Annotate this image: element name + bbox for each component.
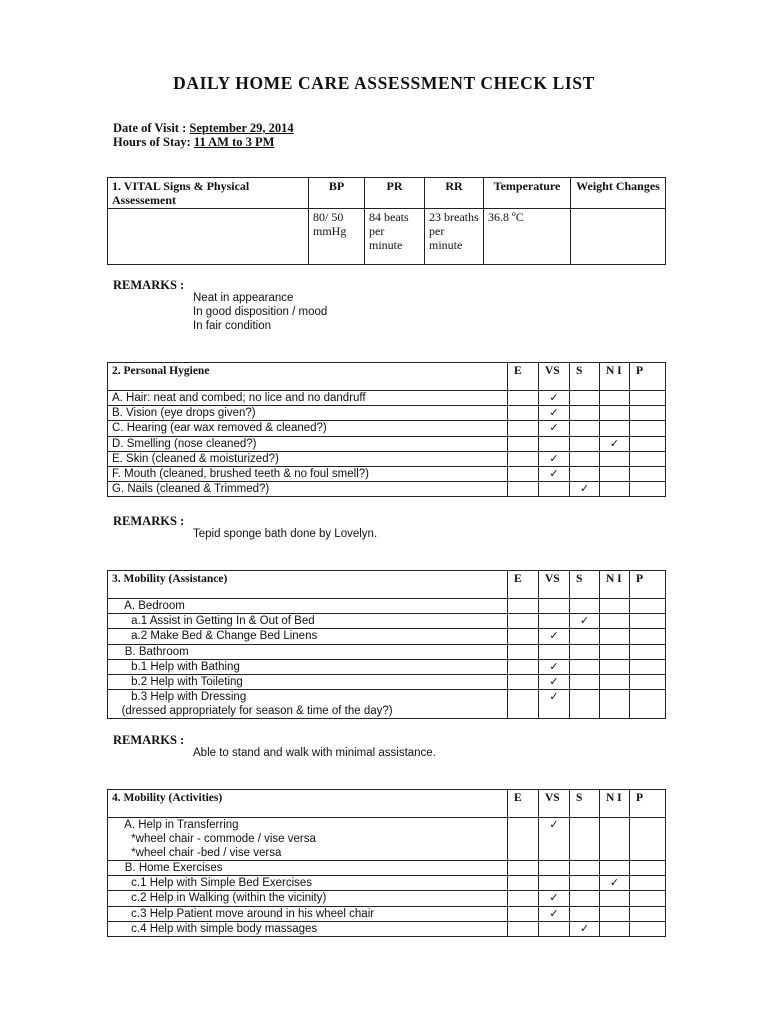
hygiene-header-row <box>108 363 666 391</box>
checklist-row <box>108 644 666 659</box>
personal-hygiene-table <box>107 362 666 497</box>
rating-cell-e <box>508 644 539 659</box>
vital-signs-value-row <box>108 209 666 265</box>
vitals-header-bp: BP <box>309 178 365 209</box>
vital-signs-table <box>107 177 666 265</box>
hours-label: Hours of Stay: <box>113 135 191 149</box>
rating-cell-p <box>630 614 666 629</box>
rating-cell-vs <box>539 406 570 421</box>
checklist-item-label: D. Smelling (nose cleaned?) <box>108 436 508 451</box>
date-value: September 29, 2014 <box>189 121 294 135</box>
rating-cell-p <box>630 861 666 876</box>
rating-cell-ni <box>600 406 630 421</box>
checklist-item-label: E. Skin (cleaned & moisturized?) <box>108 451 508 466</box>
checklist-row <box>108 451 666 466</box>
rating-cell-ni <box>600 391 630 406</box>
rating-header-vs: VS <box>539 363 570 391</box>
rating-cell-ni <box>600 599 630 614</box>
vitals-value-temperature: 36.8 ºC <box>484 209 571 265</box>
remarks-label-2: REMARKS : <box>113 514 185 528</box>
rating-cell-vs <box>539 690 570 719</box>
check-mark-icon: ✓ <box>549 674 559 688</box>
vitals-value-pr: 84 beats per minute <box>365 209 425 265</box>
vitals-header-rr: RR <box>425 178 484 209</box>
rating-cell-e <box>508 921 539 936</box>
checklist-item-label: a.1 Assist in Getting In & Out of Bed <box>108 614 508 629</box>
checklist-row <box>108 466 666 481</box>
rating-header-s: S <box>570 363 600 391</box>
mobility-assistance-table <box>107 570 666 719</box>
hours-of-stay <box>113 135 274 150</box>
rating-cell-p <box>630 659 666 674</box>
checklist-item-label: B. Vision (eye drops given?) <box>108 406 508 421</box>
assistance-header-row <box>108 571 666 599</box>
rating-header-p: P <box>630 571 666 599</box>
rating-cell-s <box>570 614 600 629</box>
vitals-header-assessment: 1. VITAL Signs & Physical Assessement <box>108 178 309 209</box>
rating-cell-p <box>630 466 666 481</box>
checklist-row <box>108 614 666 629</box>
remarks-1-line: In good disposition / mood <box>193 306 328 318</box>
rating-cell-p <box>630 406 666 421</box>
rating-cell-ni <box>600 614 630 629</box>
rating-cell-vs <box>539 644 570 659</box>
rating-cell-ni <box>600 818 630 861</box>
rating-cell-s <box>570 421 600 436</box>
rating-cell-p <box>630 391 666 406</box>
remarks-label-1: REMARKS : <box>113 278 185 292</box>
rating-header-ni: N I <box>600 571 630 599</box>
rating-cell-vs <box>539 421 570 436</box>
vital-signs-header-row <box>108 178 666 209</box>
rating-cell-p <box>630 818 666 861</box>
rating-cell-vs <box>539 599 570 614</box>
rating-cell-p <box>630 421 666 436</box>
check-mark-icon: ✓ <box>549 906 559 920</box>
checklist-row <box>108 674 666 689</box>
check-mark-icon: ✓ <box>549 659 559 673</box>
rating-cell-s <box>570 906 600 921</box>
rating-cell-ni <box>600 659 630 674</box>
checklist-row <box>108 406 666 421</box>
rating-cell-p <box>630 690 666 719</box>
rating-cell-e <box>508 466 539 481</box>
check-mark-icon: ✓ <box>609 876 620 890</box>
rating-cell-s <box>570 599 600 614</box>
checklist-row <box>108 891 666 906</box>
rating-cell-e <box>508 818 539 861</box>
rating-cell-ni <box>600 891 630 906</box>
rating-cell-vs <box>539 906 570 921</box>
rating-cell-ni <box>600 921 630 936</box>
check-mark-icon: ✓ <box>549 451 559 465</box>
rating-cell-e <box>508 436 539 451</box>
rating-header-p: P <box>630 363 666 391</box>
check-mark-icon: ✓ <box>549 690 559 704</box>
rating-cell-e <box>508 659 539 674</box>
rating-cell-ni <box>600 690 630 719</box>
rating-header-p: P <box>630 790 666 818</box>
check-mark-icon: ✓ <box>579 482 590 496</box>
rating-cell-ni <box>600 451 630 466</box>
rating-header-e: E <box>508 363 539 391</box>
rating-cell-vs <box>539 891 570 906</box>
rating-cell-vs <box>539 659 570 674</box>
checklist-item-label: A. Help in Transferring *wheel chair - commode / vise versa *wheel chair -bed / vise versa <box>108 818 508 861</box>
checklist-item-label: c.1 Help with Simple Bed Exercises <box>108 876 508 891</box>
rating-cell-vs <box>539 391 570 406</box>
vitals-value-bp: 80/ 50 mmHg <box>309 209 365 265</box>
rating-header-ni: N I <box>600 790 630 818</box>
rating-cell-ni <box>600 644 630 659</box>
rating-cell-e <box>508 861 539 876</box>
rating-header-ni: N I <box>600 363 630 391</box>
rating-header-e: E <box>508 790 539 818</box>
rating-header-e: E <box>508 571 539 599</box>
rating-header-s: S <box>570 571 600 599</box>
check-mark-icon: ✓ <box>549 818 559 831</box>
rating-cell-ni <box>600 674 630 689</box>
check-mark-icon: ✓ <box>579 921 590 935</box>
rating-cell-s <box>570 406 600 421</box>
rating-cell-e <box>508 690 539 719</box>
rating-cell-ni <box>600 629 630 644</box>
vitals-value-assessment <box>108 209 309 265</box>
checklist-row <box>108 921 666 936</box>
rating-cell-vs <box>539 614 570 629</box>
hours-value: 11 AM to 3 PM <box>193 135 275 149</box>
rating-cell-e <box>508 674 539 689</box>
checklist-row <box>108 659 666 674</box>
rating-cell-s <box>570 644 600 659</box>
rating-cell-ni <box>600 436 630 451</box>
rating-cell-e <box>508 421 539 436</box>
date-of-visit <box>113 121 294 136</box>
rating-cell-p <box>630 876 666 891</box>
rating-cell-e <box>508 629 539 644</box>
check-mark-icon: ✓ <box>609 436 620 450</box>
rating-cell-vs <box>539 921 570 936</box>
rating-cell-s <box>570 891 600 906</box>
rating-cell-e <box>508 482 539 497</box>
rating-cell-s <box>570 451 600 466</box>
rating-cell-e <box>508 876 539 891</box>
checklist-item-label: B. Bathroom <box>108 644 508 659</box>
rating-cell-s <box>570 921 600 936</box>
remarks-3-line: Able to stand and walk with minimal assistance. <box>193 747 436 759</box>
checklist-item-label: A. Bedroom <box>108 599 508 614</box>
checklist-row <box>108 861 666 876</box>
rating-cell-vs <box>539 876 570 891</box>
rating-cell-vs <box>539 861 570 876</box>
rating-cell-p <box>630 599 666 614</box>
rating-cell-vs <box>539 466 570 481</box>
rating-cell-vs <box>539 629 570 644</box>
rating-header-vs: VS <box>539 790 570 818</box>
checklist-row <box>108 906 666 921</box>
checklist-row <box>108 421 666 436</box>
date-label: Date of Visit : <box>113 121 187 135</box>
checklist-item-label: b.3 Help with Dressing (dressed appropriately for season & time of the day?) <box>108 690 508 719</box>
rating-cell-s <box>570 466 600 481</box>
hygiene-title: 2. Personal Hygiene <box>108 363 508 391</box>
rating-cell-s <box>570 391 600 406</box>
vitals-header-temperature: Temperature <box>484 178 571 209</box>
checklist-row <box>108 629 666 644</box>
vitals-header-pr: PR <box>365 178 425 209</box>
rating-cell-e <box>508 906 539 921</box>
rating-cell-s <box>570 436 600 451</box>
rating-cell-vs <box>539 818 570 861</box>
checklist-item-label: a.2 Make Bed & Change Bed Linens <box>108 629 508 644</box>
checklist-row <box>108 391 666 406</box>
rating-cell-ni <box>600 421 630 436</box>
rating-cell-s <box>570 861 600 876</box>
rating-cell-p <box>630 451 666 466</box>
checklist-row <box>108 876 666 891</box>
check-mark-icon: ✓ <box>549 406 559 420</box>
check-mark-icon: ✓ <box>549 421 559 435</box>
checklist-item-label: C. Hearing (ear wax removed & cleaned?) <box>108 421 508 436</box>
checklist-row <box>108 818 666 861</box>
check-mark-icon: ✓ <box>549 391 559 404</box>
rating-cell-e <box>508 451 539 466</box>
checklist-row <box>108 690 666 719</box>
vitals-value-rr: 23 breaths per minute <box>425 209 484 265</box>
checklist-item-label: G. Nails (cleaned & Trimmed?) <box>108 482 508 497</box>
rating-cell-p <box>630 906 666 921</box>
checklist-item-label: b.1 Help with Bathing <box>108 659 508 674</box>
vitals-value-weight <box>571 209 666 265</box>
check-mark-icon: ✓ <box>549 629 559 643</box>
rating-cell-p <box>630 891 666 906</box>
checklist-row <box>108 436 666 451</box>
rating-cell-ni <box>600 861 630 876</box>
rating-cell-ni <box>600 482 630 497</box>
rating-cell-vs <box>539 674 570 689</box>
checklist-row <box>108 482 666 497</box>
checklist-item-label: A. Hair: neat and combed; no lice and no dandruff <box>108 391 508 406</box>
rating-cell-e <box>508 614 539 629</box>
rating-cell-e <box>508 599 539 614</box>
rating-cell-p <box>630 674 666 689</box>
mobility-activities-table <box>107 789 666 937</box>
assistance-title: 3. Mobility (Assistance) <box>108 571 508 599</box>
checklist-item-label: c.2 Help in Walking (within the vicinity) <box>108 891 508 906</box>
rating-cell-s <box>570 629 600 644</box>
rating-cell-s <box>570 482 600 497</box>
checklist-item-label: b.2 Help with Toileting <box>108 674 508 689</box>
rating-cell-s <box>570 674 600 689</box>
rating-cell-s <box>570 659 600 674</box>
checklist-item-label: B. Home Exercises <box>108 861 508 876</box>
checklist-item-label: c.4 Help with simple body massages <box>108 921 508 936</box>
rating-cell-p <box>630 436 666 451</box>
rating-cell-s <box>570 818 600 861</box>
remarks-1-line: Neat in appearance <box>193 292 294 304</box>
rating-cell-e <box>508 406 539 421</box>
rating-cell-e <box>508 891 539 906</box>
rating-cell-p <box>630 629 666 644</box>
remarks-2-line: Tepid sponge bath done by Lovelyn. <box>193 528 378 540</box>
rating-cell-vs <box>539 451 570 466</box>
rating-cell-vs <box>539 482 570 497</box>
checklist-row <box>108 599 666 614</box>
rating-cell-p <box>630 921 666 936</box>
rating-cell-p <box>630 482 666 497</box>
rating-header-s: S <box>570 790 600 818</box>
rating-cell-ni <box>600 876 630 891</box>
rating-cell-ni <box>600 906 630 921</box>
rating-cell-e <box>508 391 539 406</box>
checklist-item-label: F. Mouth (cleaned, brushed teeth & no foul smell?) <box>108 466 508 481</box>
activities-title: 4. Mobility (Activities) <box>108 790 508 818</box>
rating-cell-s <box>570 690 600 719</box>
rating-cell-s <box>570 876 600 891</box>
rating-cell-ni <box>600 466 630 481</box>
remarks-label-3: REMARKS : <box>113 733 185 747</box>
checklist-item-label: c.3 Help Patient move around in his wheel chair <box>108 906 508 921</box>
remarks-1-line: In fair condition <box>193 320 271 332</box>
rating-header-vs: VS <box>539 571 570 599</box>
check-mark-icon: ✓ <box>549 891 559 905</box>
check-mark-icon: ✓ <box>549 466 559 480</box>
activities-header-row <box>108 790 666 818</box>
rating-cell-p <box>630 644 666 659</box>
rating-cell-vs <box>539 436 570 451</box>
check-mark-icon: ✓ <box>579 614 590 628</box>
document-title: DAILY HOME CARE ASSESSMENT CHECK LIST <box>173 73 595 93</box>
vitals-header-weight: Weight Changes <box>571 178 666 209</box>
